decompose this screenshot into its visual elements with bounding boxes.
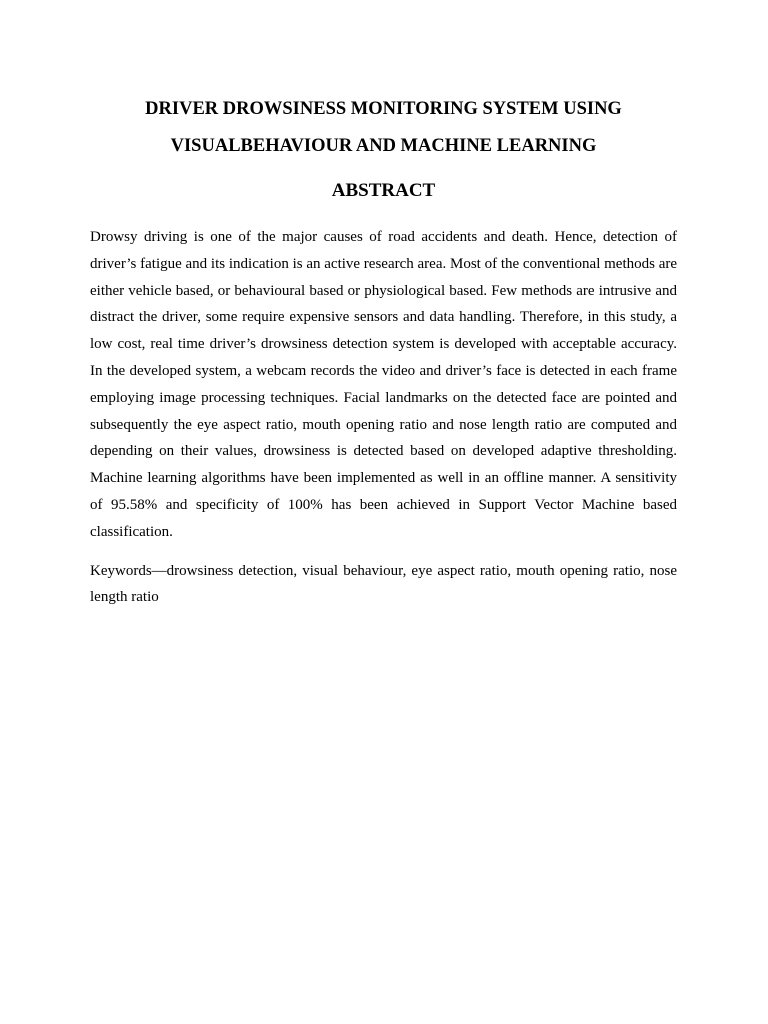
title-line-1: DRIVER DROWSINESS MONITORING SYSTEM USING [145, 99, 622, 119]
abstract-paragraph: Drowsy driving is one of the major causes of road accidents and death. Hence, detection of driver’s fatigue and its indication is an active research area. Most of the conventional methods are either vehicle based, or behavioural based or physiological based. Few methods are intrusive and distract the driver, some require expensive sensors and data handling. Therefore, in this study, a low cost, real time driver’s drowsiness detection system is developed with acceptable accuracy. In the developed system, a webcam records the video and driver’s face is detected in each frame employing image processing techniques. Facial landmarks on the detected face are pointed and subsequently the eye aspect ratio, mouth opening ratio and nose length ratio are computed and depending on their values, drowsiness is detected based on developed adaptive thresholding. Machine learning algorithms have been implemented as well in an offline manner. A sensitivity of 95.58% and specificity of 100% has been achieved in Support Vector Machine based classification. [90, 229, 678, 540]
document-title [90, 91, 677, 165]
abstract-heading: ABSTRACT [331, 180, 436, 201]
title-line-2: VISUALBEHAVIOUR AND MACHINE LEARNING [170, 136, 597, 156]
keywords-paragraph: Keywords—drowsiness detection, visual behaviour, eye aspect ratio, mouth opening ratio, nose length ratio [90, 562, 677, 606]
